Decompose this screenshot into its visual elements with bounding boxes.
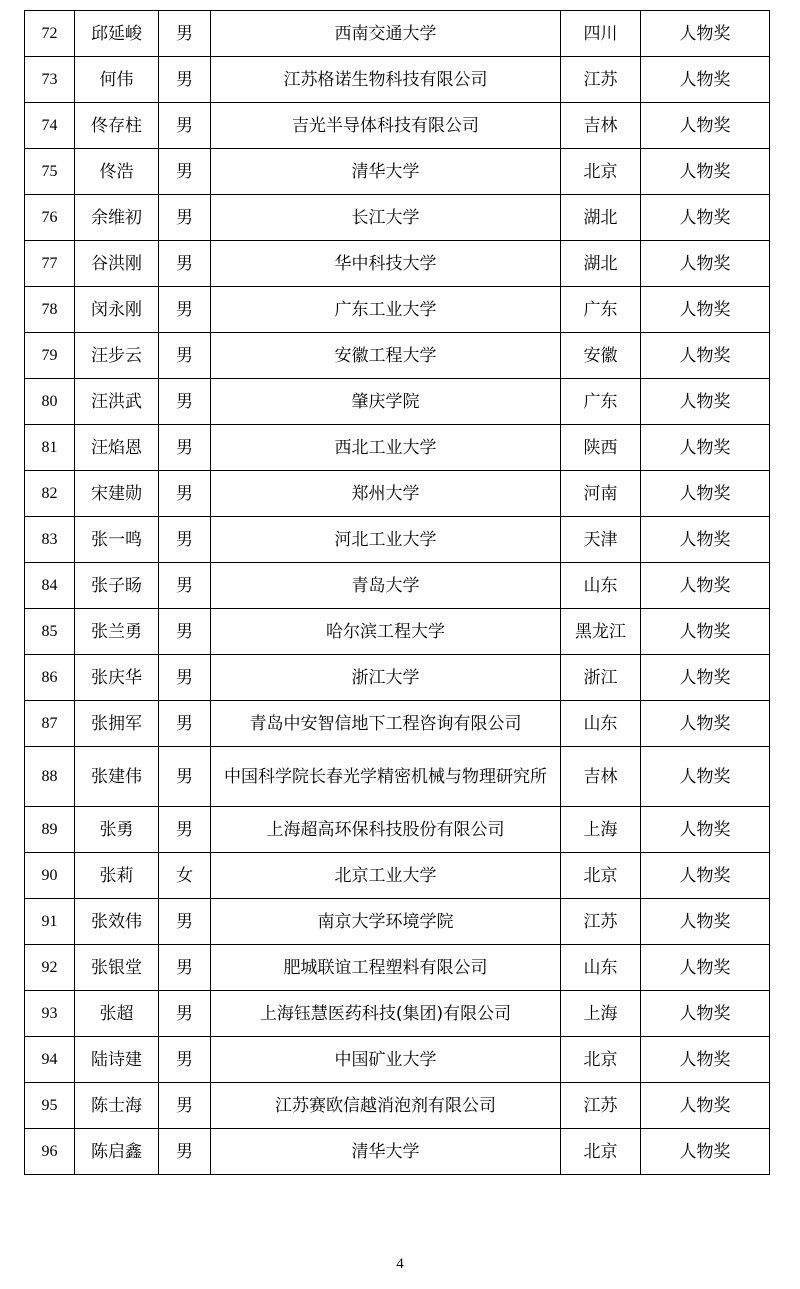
row-number-cell: 88 xyxy=(25,747,75,807)
row-number-cell: 81 xyxy=(25,425,75,471)
organization-cell: 浙江大学 xyxy=(211,655,561,701)
table-body xyxy=(25,11,770,1175)
province-cell: 北京 xyxy=(561,853,641,899)
province-cell: 吉林 xyxy=(561,103,641,149)
gender-cell: 男 xyxy=(159,57,211,103)
organization-cell: 西南交通大学 xyxy=(211,11,561,57)
person-name-cell: 陆诗建 xyxy=(75,1037,159,1083)
table-row xyxy=(25,425,770,471)
gender-cell: 男 xyxy=(159,747,211,807)
row-number-cell: 78 xyxy=(25,287,75,333)
gender-cell: 男 xyxy=(159,701,211,747)
row-number-cell: 77 xyxy=(25,241,75,287)
award-type-cell: 人物奖 xyxy=(641,609,770,655)
organization-cell: 河北工业大学 xyxy=(211,517,561,563)
row-number-cell: 86 xyxy=(25,655,75,701)
province-cell: 上海 xyxy=(561,807,641,853)
row-number-cell: 74 xyxy=(25,103,75,149)
organization-cell: 肇庆学院 xyxy=(211,379,561,425)
organization-cell: 清华大学 xyxy=(211,1129,561,1175)
award-type-cell: 人物奖 xyxy=(641,287,770,333)
award-type-cell: 人物奖 xyxy=(641,899,770,945)
gender-cell: 男 xyxy=(159,517,211,563)
table-row xyxy=(25,149,770,195)
person-name-cell: 张银堂 xyxy=(75,945,159,991)
person-name-cell: 陈启鑫 xyxy=(75,1129,159,1175)
gender-cell: 男 xyxy=(159,1037,211,1083)
row-number-cell: 94 xyxy=(25,1037,75,1083)
table-row xyxy=(25,853,770,899)
person-name-cell: 宋建勋 xyxy=(75,471,159,517)
award-type-cell: 人物奖 xyxy=(641,1129,770,1175)
gender-cell: 男 xyxy=(159,287,211,333)
province-cell: 北京 xyxy=(561,1129,641,1175)
gender-cell: 男 xyxy=(159,425,211,471)
award-type-cell: 人物奖 xyxy=(641,471,770,517)
gender-cell: 男 xyxy=(159,1083,211,1129)
person-name-cell: 陈士海 xyxy=(75,1083,159,1129)
gender-cell: 男 xyxy=(159,379,211,425)
organization-cell: 郑州大学 xyxy=(211,471,561,517)
row-number-cell: 73 xyxy=(25,57,75,103)
person-name-cell: 闵永刚 xyxy=(75,287,159,333)
table-row xyxy=(25,1129,770,1175)
table-row xyxy=(25,747,770,807)
gender-cell: 男 xyxy=(159,655,211,701)
organization-cell: 江苏赛欧信越消泡剂有限公司 xyxy=(211,1083,561,1129)
person-name-cell: 张超 xyxy=(75,991,159,1037)
organization-cell: 长江大学 xyxy=(211,195,561,241)
organization-cell: 中国科学院长春光学精密机械与物理研究所 xyxy=(211,747,561,807)
award-type-cell: 人物奖 xyxy=(641,195,770,241)
award-type-cell: 人物奖 xyxy=(641,991,770,1037)
row-number-cell: 91 xyxy=(25,899,75,945)
province-cell: 江苏 xyxy=(561,899,641,945)
table-row xyxy=(25,1083,770,1129)
person-name-cell: 张建伟 xyxy=(75,747,159,807)
table-row xyxy=(25,899,770,945)
table-row xyxy=(25,945,770,991)
province-cell: 安徽 xyxy=(561,333,641,379)
row-number-cell: 76 xyxy=(25,195,75,241)
organization-cell: 青岛大学 xyxy=(211,563,561,609)
gender-cell: 男 xyxy=(159,899,211,945)
person-name-cell: 佟浩 xyxy=(75,149,159,195)
award-type-cell: 人物奖 xyxy=(641,379,770,425)
person-name-cell: 汪洪武 xyxy=(75,379,159,425)
table-row xyxy=(25,807,770,853)
organization-cell: 上海超高环保科技股份有限公司 xyxy=(211,807,561,853)
organization-cell: 上海钰慧医药科技(集团)有限公司 xyxy=(211,991,561,1037)
table-row xyxy=(25,195,770,241)
row-number-cell: 95 xyxy=(25,1083,75,1129)
person-name-cell: 张一鸣 xyxy=(75,517,159,563)
province-cell: 广东 xyxy=(561,379,641,425)
province-cell: 山东 xyxy=(561,701,641,747)
row-number-cell: 84 xyxy=(25,563,75,609)
gender-cell: 男 xyxy=(159,609,211,655)
person-name-cell: 邱延峻 xyxy=(75,11,159,57)
person-name-cell: 佟存柱 xyxy=(75,103,159,149)
province-cell: 湖北 xyxy=(561,241,641,287)
gender-cell: 男 xyxy=(159,563,211,609)
gender-cell: 男 xyxy=(159,103,211,149)
award-table xyxy=(24,10,770,1175)
award-type-cell: 人物奖 xyxy=(641,807,770,853)
organization-cell: 南京大学环境学院 xyxy=(211,899,561,945)
organization-cell: 华中科技大学 xyxy=(211,241,561,287)
province-cell: 山东 xyxy=(561,563,641,609)
award-type-cell: 人物奖 xyxy=(641,517,770,563)
award-type-cell: 人物奖 xyxy=(641,655,770,701)
table-row xyxy=(25,241,770,287)
table-row xyxy=(25,563,770,609)
row-number-cell: 87 xyxy=(25,701,75,747)
organization-cell: 哈尔滨工程大学 xyxy=(211,609,561,655)
person-name-cell: 张拥军 xyxy=(75,701,159,747)
row-number-cell: 89 xyxy=(25,807,75,853)
person-name-cell: 何伟 xyxy=(75,57,159,103)
award-type-cell: 人物奖 xyxy=(641,747,770,807)
award-type-cell: 人物奖 xyxy=(641,1037,770,1083)
organization-cell: 安徽工程大学 xyxy=(211,333,561,379)
table-row xyxy=(25,11,770,57)
table-row xyxy=(25,103,770,149)
organization-cell: 肥城联谊工程塑料有限公司 xyxy=(211,945,561,991)
table-row xyxy=(25,701,770,747)
table-row xyxy=(25,333,770,379)
gender-cell: 男 xyxy=(159,195,211,241)
row-number-cell: 85 xyxy=(25,609,75,655)
table-row xyxy=(25,1037,770,1083)
award-type-cell: 人物奖 xyxy=(641,103,770,149)
row-number-cell: 72 xyxy=(25,11,75,57)
row-number-cell: 90 xyxy=(25,853,75,899)
award-type-cell: 人物奖 xyxy=(641,241,770,287)
gender-cell: 男 xyxy=(159,1129,211,1175)
province-cell: 陕西 xyxy=(561,425,641,471)
row-number-cell: 79 xyxy=(25,333,75,379)
row-number-cell: 82 xyxy=(25,471,75,517)
province-cell: 北京 xyxy=(561,1037,641,1083)
organization-cell: 北京工业大学 xyxy=(211,853,561,899)
table-row xyxy=(25,609,770,655)
row-number-cell: 93 xyxy=(25,991,75,1037)
award-type-cell: 人物奖 xyxy=(641,701,770,747)
province-cell: 四川 xyxy=(561,11,641,57)
table-row xyxy=(25,57,770,103)
person-name-cell: 汪步云 xyxy=(75,333,159,379)
province-cell: 上海 xyxy=(561,991,641,1037)
gender-cell: 男 xyxy=(159,241,211,287)
organization-cell: 西北工业大学 xyxy=(211,425,561,471)
gender-cell: 男 xyxy=(159,11,211,57)
row-number-cell: 96 xyxy=(25,1129,75,1175)
province-cell: 黑龙江 xyxy=(561,609,641,655)
province-cell: 湖北 xyxy=(561,195,641,241)
province-cell: 江苏 xyxy=(561,57,641,103)
organization-cell: 青岛中安智信地下工程咨询有限公司 xyxy=(211,701,561,747)
person-name-cell: 谷洪刚 xyxy=(75,241,159,287)
award-type-cell: 人物奖 xyxy=(641,853,770,899)
table-row xyxy=(25,471,770,517)
award-type-cell: 人物奖 xyxy=(641,425,770,471)
person-name-cell: 张效伟 xyxy=(75,899,159,945)
gender-cell: 男 xyxy=(159,149,211,195)
table-row xyxy=(25,287,770,333)
award-type-cell: 人物奖 xyxy=(641,1083,770,1129)
award-type-cell: 人物奖 xyxy=(641,333,770,379)
table-row xyxy=(25,991,770,1037)
table-row xyxy=(25,379,770,425)
award-type-cell: 人物奖 xyxy=(641,563,770,609)
organization-cell: 广东工业大学 xyxy=(211,287,561,333)
province-cell: 北京 xyxy=(561,149,641,195)
gender-cell: 男 xyxy=(159,471,211,517)
row-number-cell: 75 xyxy=(25,149,75,195)
province-cell: 吉林 xyxy=(561,747,641,807)
gender-cell: 男 xyxy=(159,945,211,991)
person-name-cell: 张子旸 xyxy=(75,563,159,609)
province-cell: 山东 xyxy=(561,945,641,991)
award-type-cell: 人物奖 xyxy=(641,149,770,195)
gender-cell: 男 xyxy=(159,807,211,853)
organization-cell: 清华大学 xyxy=(211,149,561,195)
province-cell: 天津 xyxy=(561,517,641,563)
row-number-cell: 83 xyxy=(25,517,75,563)
gender-cell: 男 xyxy=(159,991,211,1037)
organization-cell: 吉光半导体科技有限公司 xyxy=(211,103,561,149)
award-type-cell: 人物奖 xyxy=(641,11,770,57)
gender-cell: 男 xyxy=(159,333,211,379)
page-number: 4 xyxy=(396,1256,404,1272)
row-number-cell: 92 xyxy=(25,945,75,991)
organization-cell: 中国矿业大学 xyxy=(211,1037,561,1083)
person-name-cell: 张勇 xyxy=(75,807,159,853)
province-cell: 江苏 xyxy=(561,1083,641,1129)
table-row xyxy=(25,655,770,701)
person-name-cell: 张兰勇 xyxy=(75,609,159,655)
row-number-cell: 80 xyxy=(25,379,75,425)
province-cell: 河南 xyxy=(561,471,641,517)
person-name-cell: 张庆华 xyxy=(75,655,159,701)
person-name-cell: 汪焰恩 xyxy=(75,425,159,471)
person-name-cell: 张莉 xyxy=(75,853,159,899)
award-type-cell: 人物奖 xyxy=(641,57,770,103)
award-type-cell: 人物奖 xyxy=(641,945,770,991)
province-cell: 浙江 xyxy=(561,655,641,701)
gender-cell: 女 xyxy=(159,853,211,899)
province-cell: 广东 xyxy=(561,287,641,333)
organization-cell: 江苏格诺生物科技有限公司 xyxy=(211,57,561,103)
person-name-cell: 余维初 xyxy=(75,195,159,241)
table-row xyxy=(25,517,770,563)
